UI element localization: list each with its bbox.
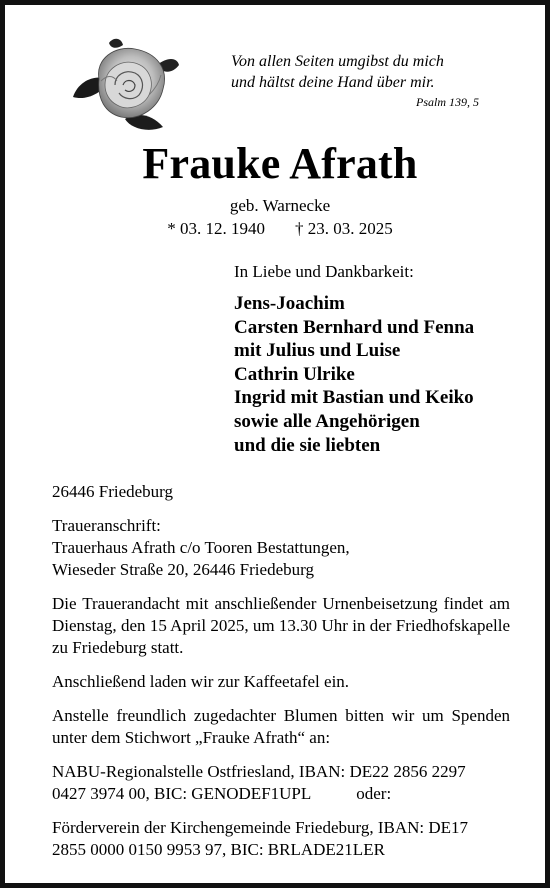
mourner-line: Cathrin Ulrike	[234, 363, 355, 385]
quote-source: Psalm 139, 5	[416, 95, 479, 109]
mourners-list	[234, 292, 474, 457]
or-label: oder:	[356, 784, 392, 803]
born-name: geb. Warnecke	[229, 196, 331, 215]
donation-2-line-1: Förderverein der Kirchengemeinde Friedeburg, IBAN: DE17	[52, 818, 469, 837]
psalm-quote	[231, 51, 491, 110]
death-date: † 23. 03. 2025	[295, 219, 393, 238]
deceased-name: Frauke Afrath	[142, 139, 418, 188]
service-text: Die Trauerandacht mit anschließender Urnenbeisetzung findet am Dienstag, den 15 April 2025, um 13.30 Uhr in der Friedhofskapelle zu Friedeburg statt.	[52, 594, 510, 657]
address-line-2: Wieseder Straße 20, 26446 Friedeburg	[52, 560, 314, 579]
donation-1-line-1: NABU-Regionalstelle Ostfriesland, IBAN: DE22 2856 2297	[52, 762, 466, 781]
donation-1-line-2	[52, 783, 510, 805]
mourner-line: sowie alle Angehörigen	[234, 410, 420, 432]
mourner-line: und die sie liebten	[234, 434, 381, 456]
place: 26446 Friedeburg	[52, 482, 174, 501]
address-label: Traueranschrift:	[52, 516, 161, 535]
mourner-line: Carsten Bernhard und Fenna	[234, 316, 475, 338]
donation-1-bic: 0427 3974 00, BIC: GENODEF1UPL	[52, 784, 312, 803]
mourner-line: Jens-Joachim	[234, 293, 345, 314]
donation-2-line-2: 2855 0000 0150 9953 97, BIC: BRLADE21LER	[52, 840, 385, 859]
mourner-line: mit Julius und Luise	[234, 340, 401, 362]
coffee-text: Anschließend laden wir zur Kaffeetafel ein.	[52, 672, 350, 691]
rose-icon	[65, 35, 181, 135]
birth-date: * 03. 12. 1940	[167, 219, 265, 238]
quote-line-2: und hältst deine Hand über mir.	[231, 74, 435, 91]
address-line-1: Trauerhaus Afrath c/o Tooren Bestattungen,	[52, 538, 350, 557]
mourner-line: Ingrid mit Bastian und Keiko	[234, 387, 474, 409]
notice-body	[52, 481, 510, 861]
quote-line-1: Von allen Seiten umgibst du mich	[231, 53, 444, 70]
thanks-line: In Liebe und Dankbarkeit:	[234, 262, 414, 281]
flowers-text: Anstelle freundlich zugedachter Blumen bitten wir um Spenden unter dem Stichwort „Frauke Afrath“ an:	[52, 706, 510, 747]
life-dates	[5, 218, 550, 240]
